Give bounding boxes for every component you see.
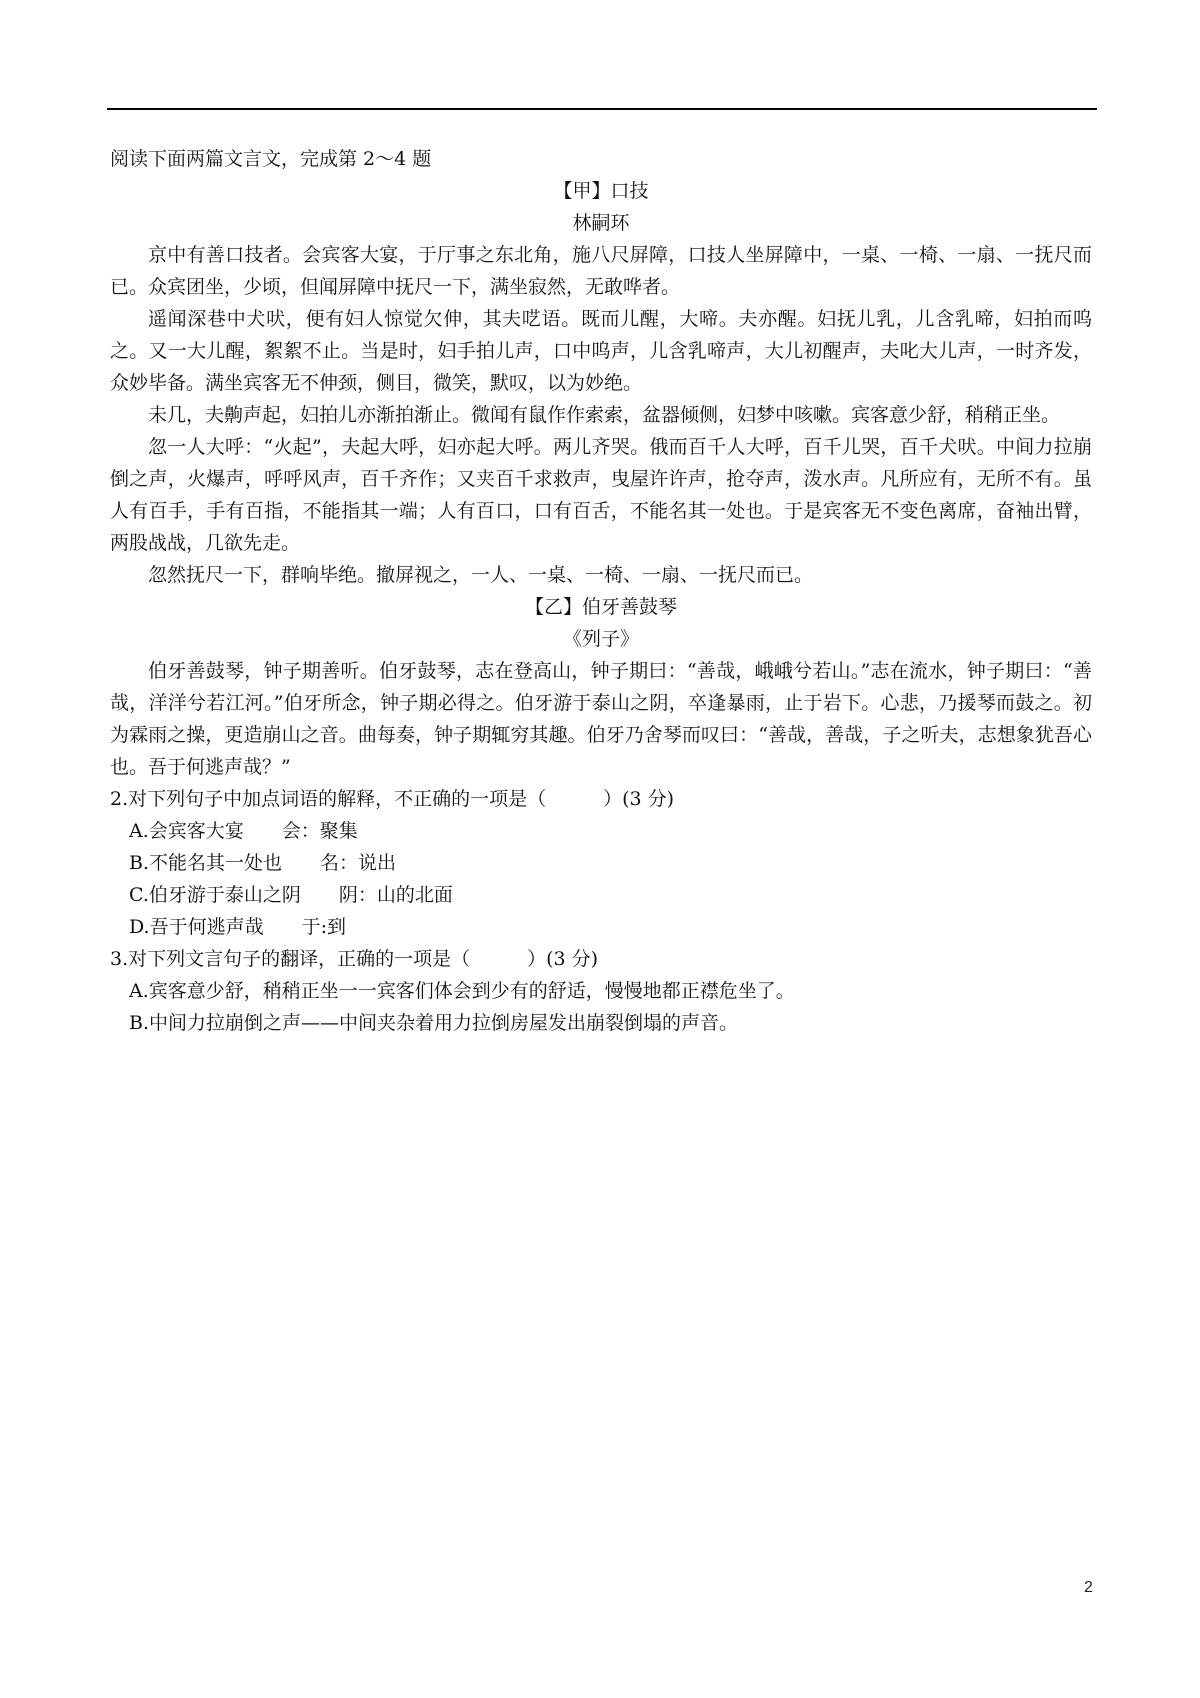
passage-a-paragraph: 遥闻深巷中犬吠，便有妇人惊觉欠伸，其夫呓语。既而儿醒，大啼。夫亦醒。妇抚儿乳，儿含乳啼，妇拍而呜之。又一大儿醒，絮絮不止。当是时，妇手拍儿声，口中呜声，儿含乳啼声，大儿初醒声，夫叱大儿声，一时齐发，众妙毕备。满坐宾客无不伸颈，侧目，微笑，默叹，以为妙绝。 (110, 308, 1092, 394)
question-2-option-c: C.伯牙游于泰山之阴 阴：山的北面 (129, 884, 453, 906)
header-rule (107, 108, 1097, 110)
passage-a-title: 【甲】口技 (553, 180, 649, 202)
document-content (110, 143, 1092, 1039)
passage-a-paragraph: 未几，夫齁声起，妇拍儿亦渐拍渐止。微闻有鼠作作索索，盆器倾侧，妇梦中咳嗽。宾客意少舒，稍稍正坐。 (148, 404, 1061, 426)
passage-b-title: 【乙】伯牙善鼓琴 (524, 596, 677, 618)
page-number: 2 (1084, 1579, 1093, 1596)
question-2-option-d: D.吾于何逃声哉 于:到 (129, 916, 346, 938)
question-2-option-a: A.会宾客大宴 会：聚集 (129, 820, 358, 842)
question-3-option-b: B.中间力拉崩倒之声——中间夹杂着用力拉倒房屋发出崩裂倒塌的声音。 (129, 1012, 739, 1034)
passage-a-paragraph: 京中有善口技者。会宾客大宴，于厅事之东北角，施八尺屏障，口技人坐屏障中，一桌、一椅、一扇、一抚尺而已。众宾团坐，少顷，但闻屏障中抚尺一下，满坐寂然，无敢哗者。 (110, 244, 1092, 298)
question-2-stem: 2.对下列句子中加点词语的解释，不正确的一项是（ ）(3 分) (110, 788, 675, 810)
passage-a-author: 林嗣环 (572, 212, 630, 234)
passage-b-paragraph: 伯牙善鼓琴，钟子期善听。伯牙鼓琴，志在登高山，钟子期曰：“善哉，峨峨兮若山。”志在流水，钟子期曰：“善哉，洋洋兮若江河。”伯牙所念，钟子期必得之。伯牙游于泰山之阴，卒逢暴雨，止于岩下。心悲，乃援琴而鼓之。初为霖雨之操，更造崩山之音。曲每奏，钟子期辄穷其趣。伯牙乃舍琴而叹曰：“善哉，善哉，子之听夫，志想象犹吾心也。吾于何逃声哉？” (110, 660, 1092, 778)
question-3-stem: 3.对下列文言句子的翻译，正确的一项是（ ）(3 分) (110, 948, 599, 970)
question-2-option-b: B.不能名其一处也 名：说出 (129, 852, 397, 874)
instructions: 阅读下面两篇文言文，完成第 2～4 题 (110, 148, 432, 170)
passage-b-author: 《列子》 (562, 628, 639, 650)
question-3-option-a: A.宾客意少舒，稍稍正坐一一宾客们体会到少有的舒适，慢慢地都正襟危坐了。 (129, 980, 795, 1002)
passage-a-paragraph: 忽然抚尺一下，群响毕绝。撤屏视之，一人、一桌、一椅、一扇、一抚尺而已。 (148, 564, 814, 586)
passage-a-paragraph: 忽一人大呼：“火起”，夫起大呼，妇亦起大呼。两儿齐哭。俄而百千人大呼，百千儿哭，百千犬吠。中间力拉崩倒之声，火爆声，呼呼风声，百千齐作；又夹百千求救声，曳屋许许声，抢夺声，泼水声。凡所应有，无所不有。虽人有百手，手有百指，不能指其一端；人有百口，口有百舌，不能名其一处也。于是宾客无不变色离席，奋袖出臂，两股战战，几欲先走。 (110, 436, 1092, 554)
